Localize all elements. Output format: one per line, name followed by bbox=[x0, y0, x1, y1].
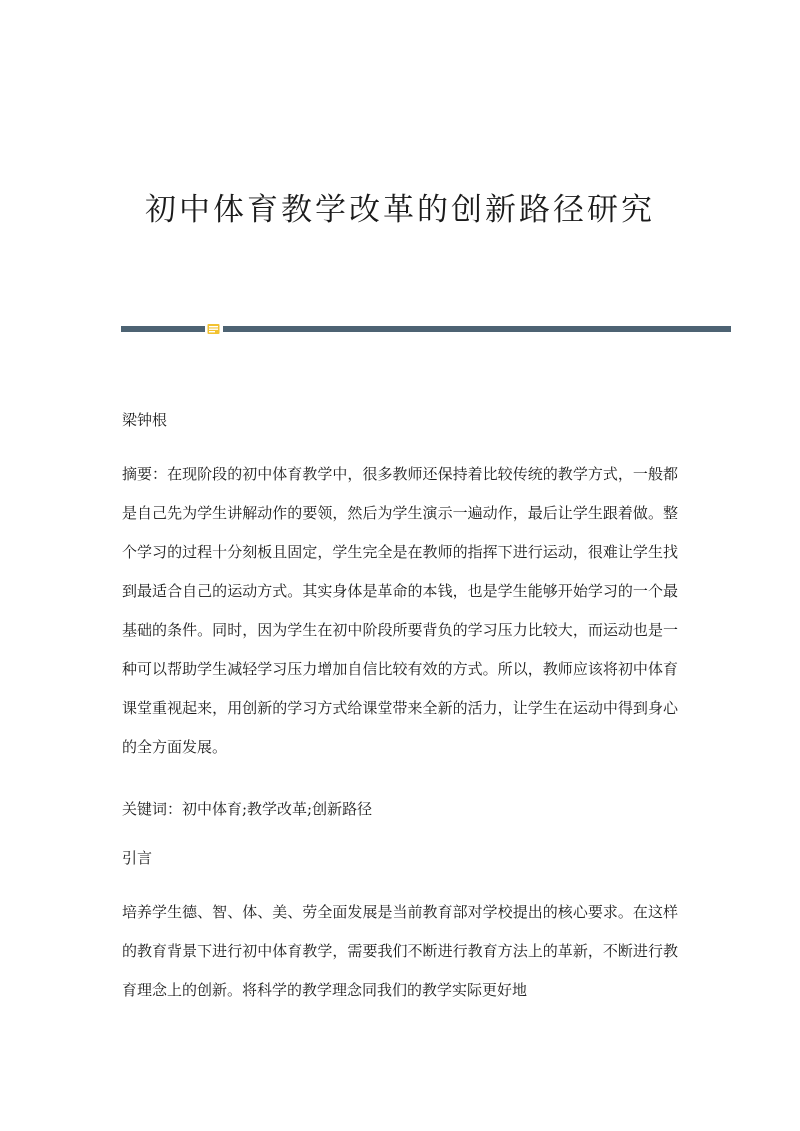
document-icon bbox=[207, 323, 220, 335]
author-name: 梁钟根 bbox=[122, 411, 168, 429]
abstract-paragraph: 摘要：在现阶段的初中体育教学中，很多教师还保持着比较传统的教学方式，一般都是自己先为学生讲解动作的要领，然后为学生演示一遍动作，最后让学生跟着做。整个学习的过程十分刻板且固定，学生完全是在教师的指挥下进行运动，很难让学生找到最适合自己的运动方式。其实身体是革命的本钱，也是学生能够开始学习的一个最基础的条件。同时，因为学生在初中阶段所要背负的学习压力比较大，而运动也是一种可以帮助学生减轻学习压力增加自信比较有效的方式。所以，教师应该将初中体育课堂重视起来，用创新的学习方式给课堂带来全新的活力，让学生在运动中得到身心的全方面发展。 bbox=[122, 465, 678, 756]
divider-bar-left bbox=[121, 326, 205, 332]
paper-title: 初中体育教学改革的创新路径研究 bbox=[145, 192, 655, 228]
section-heading-intro: 引言 bbox=[122, 849, 153, 867]
title-divider bbox=[121, 322, 731, 336]
intro-paragraph: 培养学生德、智、体、美、劳全面发展是当前教育部对学校提出的核心要求。在这样的教育背景下进行初中体育教学，需要我们不断进行教育方法上的革新，不断进行教育理念上的创新。将科学的教学理念同我们的教学实际更好地 bbox=[122, 903, 678, 999]
keywords-line: 关键词：初中体育;教学改革;创新路径 bbox=[122, 800, 373, 818]
divider-bar-right bbox=[223, 326, 731, 332]
